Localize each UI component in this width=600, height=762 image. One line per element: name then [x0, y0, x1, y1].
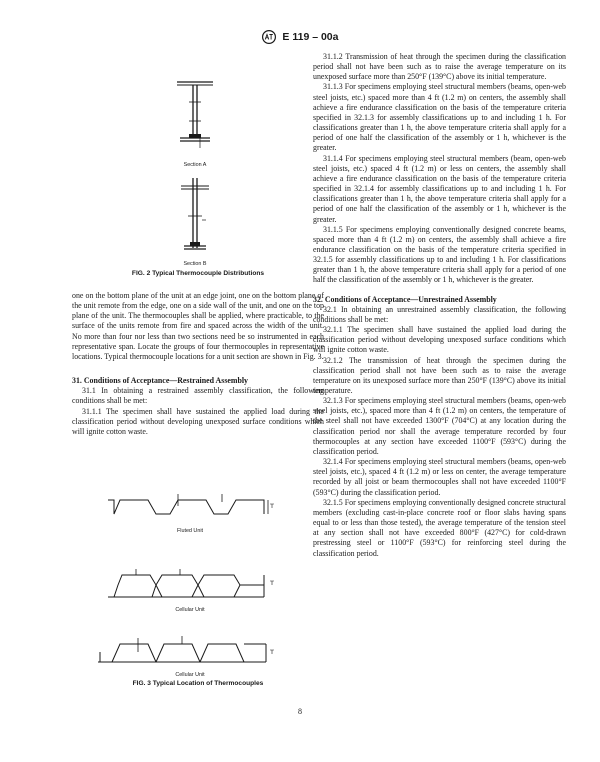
cellular-unit-1-drawing — [108, 567, 278, 603]
figure-3-caption: FIG. 3 Typical Location of Thermocouples — [132, 680, 264, 687]
fluted-unit-label: Fluted Unit — [176, 528, 204, 534]
paragraph-31-1-5: 31.1.5 For specimens employing conventionally designed concrete beams, spaced more than 4 ft (1.2 m) on centers, the assembly shall achieve a fire endurance classification on the basis of the temperature criteria specified in 32.1.5 for assembly classifications up to and including 1 h. For classifications greater than 1 h, the above temperature criteria shall apply for a period of one half the classification of the assembly or 1 h, whichever is the greater. — [313, 224, 566, 285]
astm-logo-icon — [262, 30, 276, 44]
cellular-unit-1-label: Cellular Unit — [175, 607, 205, 613]
cellular-unit-2-drawing — [98, 636, 278, 668]
paragraph-32-1-5: 32.1.5 For specimens employing conventionally designed concrete structural members (excluding cast-in-place concrete roof or floor slabs having spans equal to or less than those tested), the average temperature of the tension steel at any section shall not have exceeded 800°F (427°C) for cold-drawn prestressing steel or 1100°F (593°C) for reinforcing steel during the classification period. — [313, 497, 566, 558]
paragraph-32-1-4: 32.1.4 For specimens employing steel structural members (beams, open-web steel joists, etc.), spaced 4 ft (1.2 m) or less on center, the average temperature recorded by all joist or beam thermocouples shall not have exceeded 1100°F (593°C) during the classification period. — [313, 457, 566, 497]
paragraph-31-1-4: 31.1.4 For specimens employing steel structural members (beam, open-web steel joists, etc.) spaced 4 ft (1.2 m) or less on centers, the assembly shall achieve a fire endurance classification on the basis of the temperature criteria specified in 32.1.4 for assembly classifications up to and including 1 h. For classifications greater than 1 h, the above temperature criteria shall apply for a period of one half the classification of the assembly or 1 h, whichever is the greater. — [313, 153, 566, 224]
figure-2-caption: FIG. 2 Typical Thermocouple Distributions — [131, 270, 265, 277]
paragraph-32-1: 32.1 In obtaining an unrestrained assembly classification, the following conditions shall be met: — [313, 304, 566, 324]
section-a-label: Section A — [183, 162, 207, 168]
paragraph-31-1: 31.1 In obtaining a restrained assembly classification, the following conditions shall be met: — [72, 386, 324, 406]
intro-paragraph: one on the bottom plane of the unit at an edge joint, one on the bottom plane of the unit remote from the edge, one on a side wall of the unit, and one on the top plane of the unit. The thermocouples shall be applied, where practicable, to the surface of the units remote from fire and spaced across the width of the unit. No more than four nor less than two sections need be so instrumented in each representative span. Locate the groups of four thermocouples in representative locations. Typical thermocouple locations for a unit section are shown in Fig. 3. — [72, 291, 324, 361]
paragraph-31-1-2: 31.1.2 Transmission of heat through the specimen during the classification period shall not have been such as to raise the average temperature on its unexposed surface more than 250°F (139°C) above its initial temperature. — [313, 52, 566, 82]
page-header — [0, 30, 600, 44]
paragraph-32-1-3: 32.1.3 For specimens employing steel structural members (beams, open-web steel joists, etc.), spaced more than 4 ft (1.2 m) on centers, the temperature of the steel shall not have exceeded 1300°F (704°C) at any location during the classification period nor shall the average temperature recorded by four thermocouples at any section have exceeded 1100°F (593°C) during the classification period. — [313, 396, 566, 456]
section-a-drawing — [175, 76, 215, 156]
left-column-top — [72, 291, 324, 437]
section-b-label: Section B — [183, 261, 207, 267]
paragraph-31-1-1: 31.1.1 The specimen shall have sustained the applied load during the classification period without developing unexposed surface conditions which will ignite cotton waste. — [72, 406, 324, 436]
paragraph-32-1-2: 32.1.2 The transmission of heat through the specimen during the classification period shall not have been such as to raise the average temperature on its unexposed surface more than 250°F (139°C) above its initial temperature. — [313, 355, 566, 395]
section-b-drawing — [180, 176, 210, 256]
paragraph-31-1-3: 31.1.3 For specimens employing steel structural members (beams, open-web steel joists, etc.) spaced more than 4 ft (1.2 m) on centers, the assembly shall achieve a fire endurance classification on the basis of the temperature criteria specified in 32.1.3 for assembly classifications up to and including 1 h. For classifications greater than 1 h, the above temperature criteria shall apply for a period of one half the classification of the assembly or 1 h, whichever is the greater. — [313, 82, 566, 153]
fluted-unit-drawing — [108, 494, 278, 524]
section-31-heading: 31. Conditions of Acceptance—Restrained Assembly — [72, 376, 249, 386]
section-32-heading: 32. Conditions of Acceptance—Unrestrained Assembly — [313, 294, 497, 304]
right-column — [313, 52, 566, 559]
cellular-unit-2-label: Cellular Unit — [175, 672, 205, 678]
paragraph-32-1-1: 32.1.1 The specimen shall have sustained the applied load during the classification period without developing unexposed surface conditions which will ignite cotton waste. — [313, 325, 566, 355]
page-number: 8 — [298, 707, 302, 716]
standard-designation: E 119 – 00a — [282, 30, 339, 43]
